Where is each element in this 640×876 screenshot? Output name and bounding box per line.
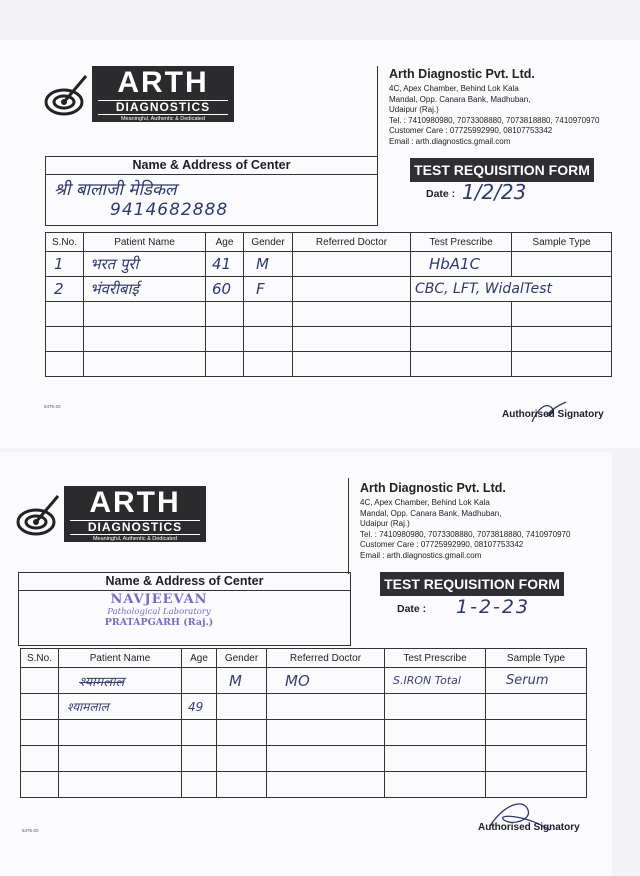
- address-line-2: Mandal, Opp. Canara Bank, Madhuban,: [360, 508, 502, 518]
- company-name: Arth Diagnostic Pvt. Ltd.: [389, 67, 535, 81]
- cell-patient-name: भंवरीबाई: [84, 277, 206, 302]
- address-line-2: Mandal, Opp. Canara Bank, Madhuban,: [389, 94, 531, 104]
- col-sno: S.No.: [21, 649, 59, 668]
- requisition-form-2: [0, 452, 612, 876]
- cell-gender: [217, 694, 267, 720]
- cell-sample-type: [486, 694, 587, 720]
- table-header-row: [46, 233, 612, 252]
- col-age: Age: [206, 233, 244, 252]
- col-age: Age: [182, 649, 217, 668]
- cell-age: [182, 668, 217, 694]
- target-emblem-icon: [44, 72, 90, 118]
- stamp-sub: Pathological Laboratory: [107, 607, 211, 617]
- cell-gender: M: [217, 668, 267, 694]
- form-number: 5476-20: [22, 828, 39, 833]
- col-test-prescribe: Test Prescribe: [385, 649, 486, 668]
- logo-diagnostics-text: DIAGNOSTICS: [70, 520, 200, 535]
- col-referred-doctor: Referred Doctor: [267, 649, 385, 668]
- col-gender: Gender: [244, 233, 293, 252]
- cell-referred-doctor: MO: [267, 668, 385, 694]
- telephone: Tel. : 7410980980, 7073308880, 7073818880, 7410970970: [389, 115, 600, 125]
- logo-arth-text: ARTH: [117, 66, 209, 99]
- company-logo: [16, 486, 206, 546]
- col-test-prescribe: Test Prescribe: [411, 233, 512, 252]
- cell-patient-name: श्यामलाल: [59, 694, 182, 720]
- table-row: [21, 772, 587, 798]
- requisition-form-1: [0, 40, 640, 448]
- form-title: TEST REQUISITION FORM: [410, 158, 594, 182]
- company-name: Arth Diagnostic Pvt. Ltd.: [360, 481, 506, 495]
- date-label: Date :: [426, 188, 456, 200]
- logo-arth-text: ARTH: [89, 486, 181, 519]
- table-row: [46, 302, 612, 327]
- col-patient-name: Patient Name: [59, 649, 182, 668]
- center-phone-handwritten: 9414682888: [110, 200, 229, 220]
- center-stamp: [99, 592, 219, 628]
- col-patient-name: Patient Name: [84, 233, 206, 252]
- telephone: Tel. : 7410980980, 7073308880, 7073818880, 7410970970: [360, 529, 571, 539]
- logo-tagline: Meaningful, Authentic & Dedicated: [92, 536, 178, 542]
- center-name-handwritten: श्री बालाजी मेडिकल: [54, 180, 177, 200]
- table-row: [46, 252, 612, 277]
- address-line-3: Udaipur (Raj.): [389, 105, 439, 114]
- form-number: 5476-20: [44, 404, 61, 409]
- table-row: [21, 746, 587, 772]
- customer-care: Customer Care : 07725992990, 08107753342: [389, 126, 553, 135]
- col-sample-type: Sample Type: [486, 649, 587, 668]
- stamp-name: NAVJEEVAN: [110, 592, 208, 607]
- cell-sample-type: [512, 252, 612, 277]
- table-row: [21, 694, 587, 720]
- email: Email : arth.diagnostics.gmail.com: [389, 136, 511, 146]
- cell-gender: F: [244, 277, 293, 302]
- logo-diagnostics-text: DIAGNOSTICS: [98, 100, 228, 115]
- company-info: [389, 66, 599, 147]
- cell-sno: [21, 694, 59, 720]
- cell-referred-doctor: [267, 694, 385, 720]
- cell-sno: 1: [46, 252, 84, 277]
- address-line-3: Udaipur (Raj.): [360, 519, 410, 528]
- center-title: Name & Address of Center: [19, 573, 350, 591]
- cell-sno: [21, 668, 59, 694]
- email: Email : arth.diagnostics.gmail.com: [360, 550, 482, 560]
- address-line-1: 4C, Apex Chamber, Behind Lok Kala: [389, 84, 519, 93]
- cell-test: CBC, LFT, WidalTest: [411, 277, 612, 302]
- cell-test: S.IRON Total: [385, 668, 486, 694]
- table-header-row: [21, 649, 587, 668]
- authorised-signatory: Authorised Signatory: [502, 409, 604, 420]
- col-gender: Gender: [217, 649, 267, 668]
- patient-table: [45, 232, 612, 377]
- date-label: Date :: [397, 603, 427, 615]
- col-referred-doctor: Referred Doctor: [293, 233, 411, 252]
- logo-tagline: Meaningful, Authentic & Dedicated: [120, 116, 206, 122]
- center-title: Name & Address of Center: [46, 157, 377, 175]
- cell-age: 49: [182, 694, 217, 720]
- cell-age: 60: [206, 277, 244, 302]
- cell-referred-doctor: [293, 252, 411, 277]
- col-sno: S.No.: [46, 233, 84, 252]
- date-value-handwritten: 1-2-23: [456, 596, 531, 618]
- form-title: TEST REQUISITION FORM: [380, 572, 564, 596]
- cell-sample-type: Serum: [486, 668, 587, 694]
- target-emblem-icon: [16, 492, 62, 538]
- cell-age: 41: [206, 252, 244, 277]
- patient-table: [20, 648, 587, 798]
- cell-test: HbA1C: [411, 252, 512, 277]
- company-info: [360, 480, 570, 561]
- address-line-1: 4C, Apex Chamber, Behind Lok Kala: [360, 498, 490, 507]
- table-row: [46, 352, 612, 377]
- table-row: [46, 327, 612, 352]
- date-value-handwritten: 1/2/23: [462, 180, 527, 204]
- cell-referred-doctor: [293, 277, 411, 302]
- customer-care: Customer Care : 07725992990, 08107753342: [360, 540, 524, 549]
- cell-gender: M: [244, 252, 293, 277]
- stamp-city: PRATAPGARH (Raj.): [104, 617, 214, 628]
- header-divider: [348, 478, 349, 574]
- company-logo: [44, 66, 234, 126]
- col-sample-type: Sample Type: [512, 233, 612, 252]
- center-address-box: [45, 156, 378, 226]
- cell-patient-name: श्यामलाल: [59, 668, 182, 694]
- table-row: [21, 668, 587, 694]
- header-divider: [377, 66, 378, 162]
- authorised-signatory: Authorised Signatory: [478, 822, 580, 833]
- center-address-box: [18, 572, 351, 646]
- cell-sno: 2: [46, 277, 84, 302]
- table-row: [21, 720, 587, 746]
- cell-patient-name: भरत पुरी: [84, 252, 206, 277]
- table-row: [46, 277, 612, 302]
- cell-test: [385, 694, 486, 720]
